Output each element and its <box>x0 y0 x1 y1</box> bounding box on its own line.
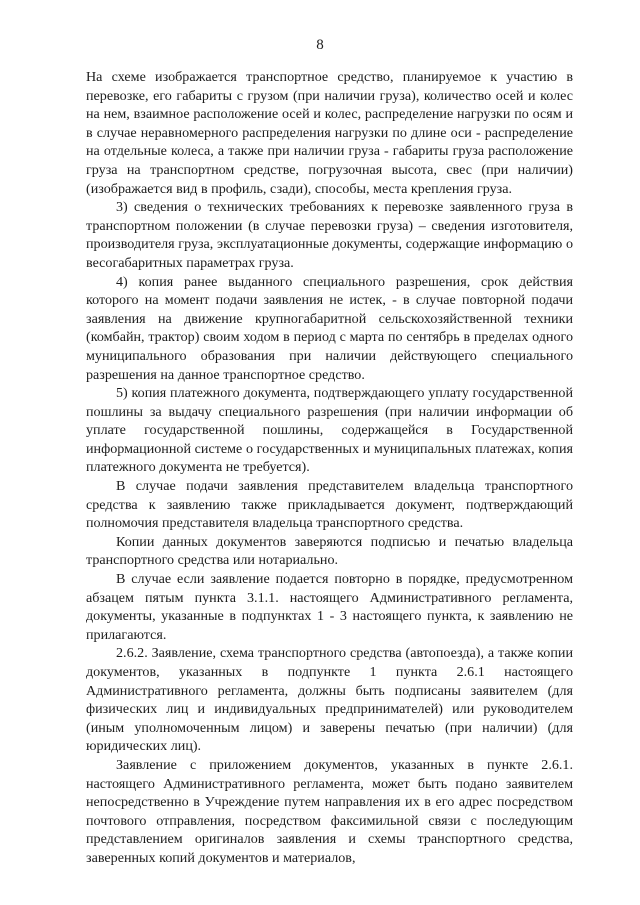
paragraph-scheme-description: На схеме изображается транспортное средство, планируемое к участию в перевозке, его габариты с грузом (при наличии груза), количество осей и колес на нем, взаимное расположение осей и колес, распределение нагрузки по осям и в случае неравномерного распределения нагрузки по длине оси - распределение на отдельные колеса, а также при наличии груза - габариты груза расположение груза на транспортном средстве, погрузочная высота, свес (при наличии) (изображается вид в профиль, сзади), способы, места крепления груза. <box>86 69 573 197</box>
paragraph-representative: В случае подачи заявления представителем владельца транспортного средства к заявлению также прикладывается документ, подтверждающий полномочия представителя владельца транспортного средства. <box>86 478 573 532</box>
document-body <box>86 68 573 868</box>
paragraph-item-3: 3) сведения о технических требованиях к перевозке заявленного груза в транспортном положении (в случае перевозки груза) – сведения изготовителя, производителя груза, эксплуатационные документы, содержащие информацию о весогабаритных параметрах груза. <box>86 199 573 271</box>
paragraph-2-6-2: 2.6.2. Заявление, схема транспортного средства (автопоезда), а также копии документов, указанных в подпункте 1 пункта 2.6.1 настоящего Административного регламента, должны быть подписаны заявителем (для физических лиц и индивидуальных предпринимателей) или руководителем (иным уполномоченным лицом) и заверены печатью (при наличии) (для юридических лиц). <box>86 645 573 755</box>
paragraph-item-5: 5) копия платежного документа, подтверждающего уплату государственной пошлины за выдачу специального разрешения (при наличии информации об уплате государственной пошлины, содержащейся в Государственной информационной системе о государственных и муниципальных платежах, копия платежного документа не требуется). <box>86 385 573 476</box>
paragraph-submission: Заявление с приложением документов, указанных в пункте 2.6.1. настоящего Административного регламента, может быть подано заявителем непосредственно в Учреждение путем направления их в его адрес посредством почтового отправления, посредством факсимильной связи с последующим представлением оригиналов заявления и схемы транспортного средства, заверенных копий документов и материалов, <box>86 756 573 866</box>
paragraph-item-4: 4) копия ранее выданного специального разрешения, срок действия которого на момент подачи заявления не истек, - в случае повторной подачи заявления на движение крупногабаритной сельскохозяйственной техники (комбайн, трактор) своим ходом в период с марта по сентябрь в пределах одного муниципального образования при наличии действующего специального разрешения на данное транспортное средство. <box>86 273 573 383</box>
paragraph-copies-certification: Копии данных документов заверяются подписью и печатью владельца транспортного средства или нотариально. <box>86 533 573 569</box>
page-number: 8 <box>316 37 324 53</box>
paragraph-repeat-application: В случае если заявление подается повторно в порядке, предусмотренном абзацем пятым пункта 3.1.1. настоящего Административного регламента, документы, указанные в подпунктах 1 - 3 настоящего пункта, к заявлению не прилагаются. <box>86 571 573 643</box>
